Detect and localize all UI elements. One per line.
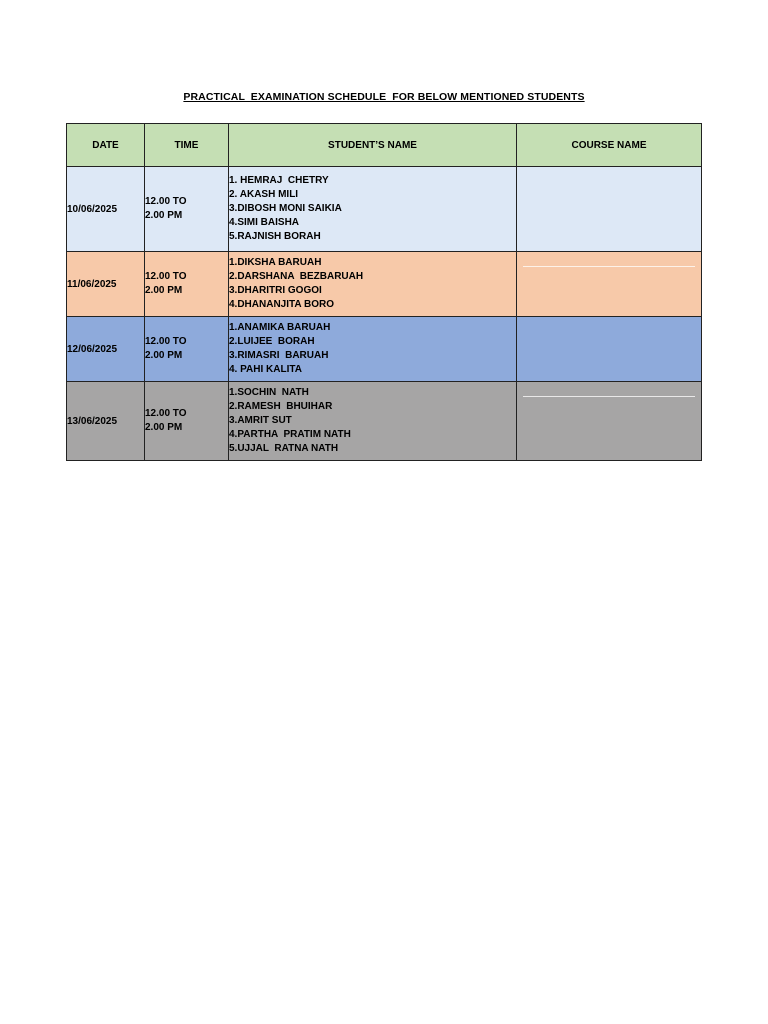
column-header-date: DATE: [67, 124, 145, 167]
table-row: [67, 382, 702, 461]
date-cell: 13/06/2025: [67, 382, 145, 461]
student-name: 1. HEMRAJ CHETRY: [229, 175, 329, 186]
time-cell: [145, 317, 229, 382]
table-row: [67, 317, 702, 382]
student-name: 3.RIMASRI BARUAH: [229, 350, 329, 361]
student-name: 4. PAHI KALITA: [229, 364, 302, 375]
column-header-time: TIME: [145, 124, 229, 167]
time-cell: [145, 167, 229, 252]
course-cell: [517, 382, 702, 461]
course-cell: [517, 167, 702, 252]
time-start: 12.00 TO: [145, 336, 187, 347]
time-start: 12.00 TO: [145, 408, 187, 419]
course-cell: [517, 252, 702, 317]
date-cell: 10/06/2025: [67, 167, 145, 252]
student-name: 4.DHANANJITA BORO: [229, 299, 335, 310]
course-cell: [517, 317, 702, 382]
time-end: 2.00 PM: [145, 210, 183, 221]
student-name: 3.AMRIT SUT: [229, 415, 292, 426]
student-name: 2. AKASH MILI: [229, 189, 299, 200]
time-end: 2.00 PM: [145, 285, 183, 296]
time-end: 2.00 PM: [145, 350, 183, 361]
schedule-table: [66, 123, 702, 461]
time-start: 12.00 TO: [145, 271, 187, 282]
student-name: 5.UJJAL RATNA NATH: [229, 443, 339, 454]
student-name: 2.LUIJEE BORAH: [229, 336, 315, 347]
date-cell: 11/06/2025: [67, 252, 145, 317]
student-name: 3.DHARITRI GOGOI: [229, 285, 322, 296]
student-name: 1.ANAMIKA BARUAH: [229, 322, 331, 333]
column-header-students: STUDENT’S NAME: [229, 124, 517, 167]
column-header-course: COURSE NAME: [517, 124, 702, 167]
student-name: 2.DARSHANA BEZBARUAH: [229, 271, 364, 282]
student-name: 4.SIMI BAISHA: [229, 217, 300, 228]
time-start: 12.00 TO: [145, 196, 187, 207]
cell-rule: [523, 396, 695, 397]
student-name: 1.DIKSHA BARUAH: [229, 257, 322, 268]
table-row: [67, 167, 702, 252]
header-row: [67, 124, 702, 167]
student-name: 2.RAMESH BHUIHAR: [229, 401, 333, 412]
date-cell: 12/06/2025: [67, 317, 145, 382]
students-cell: [229, 167, 517, 252]
page-title: PRACTICAL EXAMINATION SCHEDULE FOR BELOW MENTIONED STUDENTS: [183, 91, 585, 103]
students-cell: [229, 252, 517, 317]
student-name: 1.SOCHIN NATH: [229, 387, 309, 398]
students-cell: [229, 382, 517, 461]
student-name: 3.DIBOSH MONI SAIKIA: [229, 203, 342, 214]
time-cell: [145, 252, 229, 317]
student-name: 5.RAJNISH BORAH: [229, 231, 321, 242]
students-cell: [229, 317, 517, 382]
time-cell: [145, 382, 229, 461]
table-row: [67, 252, 702, 317]
cell-rule: [523, 266, 695, 267]
student-name: 4.PARTHA PRATIM NATH: [229, 429, 351, 440]
time-end: 2.00 PM: [145, 422, 183, 433]
